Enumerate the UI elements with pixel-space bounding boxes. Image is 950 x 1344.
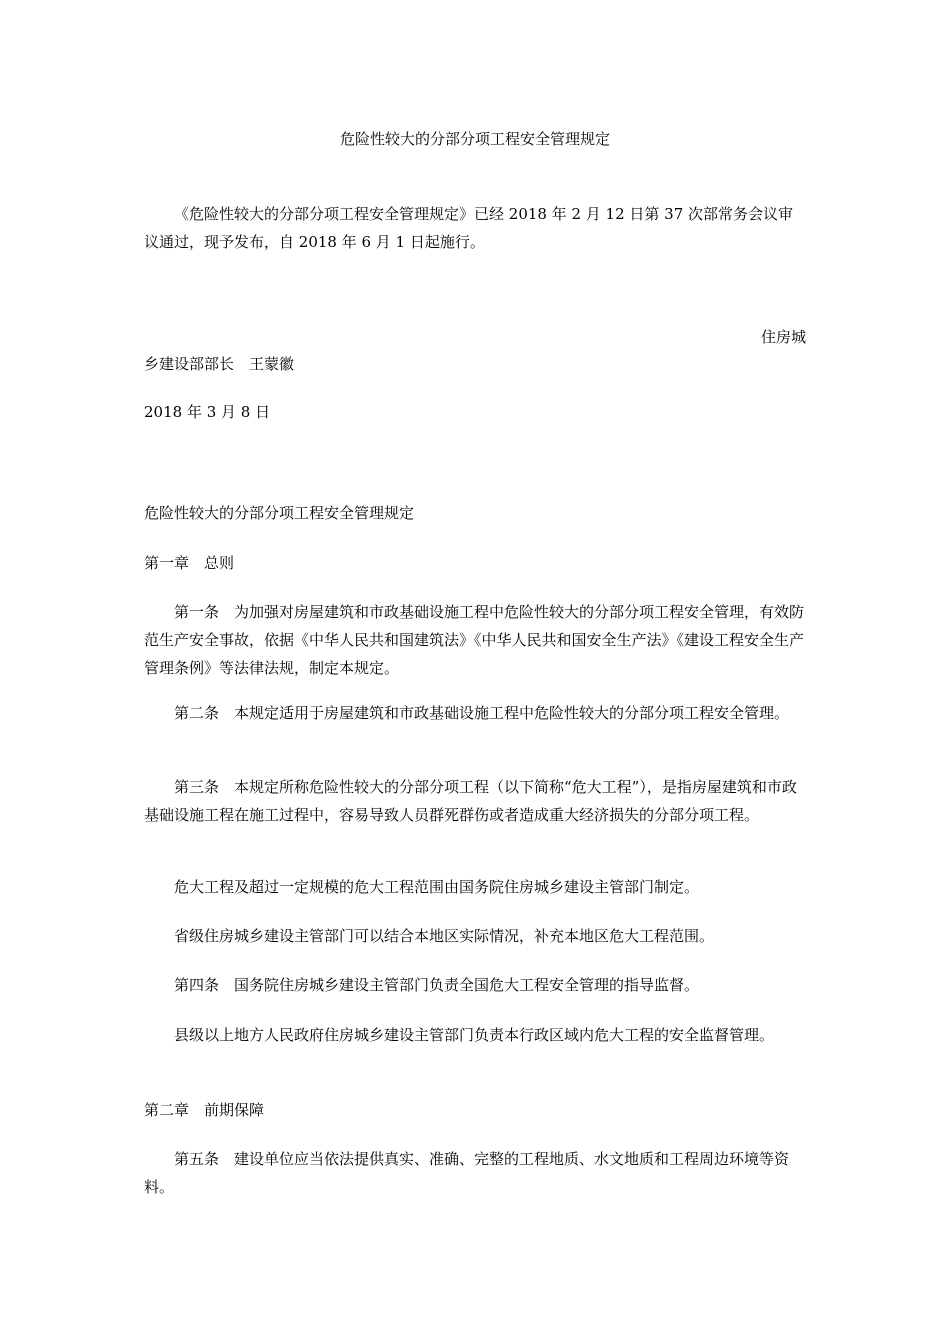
article-4: 第四条 国务院住房城乡建设主管部门负责全国危大工程安全管理的指导监督。 (174, 976, 700, 994)
article-3-paragraph-3: 省级住房城乡建设主管部门可以结合本地区实际情况，补充本地区危大工程范围。 (174, 927, 715, 945)
intro-paragraph: 《危险性较大的分部分项工程安全管理规定》已经 2018 年 2 月 12 日第 37 次部常务会议审议通过，现予发布，自 2018 年 6 月 1 日起施行。 (144, 205, 794, 251)
regulation-subtitle: 危险性较大的分部分项工程安全管理规定 (144, 504, 415, 522)
article-3-paragraph-2: 危大工程及超过一定规模的危大工程范围由国务院住房城乡建设主管部门制定。 (174, 878, 700, 896)
signature-line-1: 住房城 (760, 328, 806, 346)
document-title: 危险性较大的分部分项工程安全管理规定 (339, 130, 610, 148)
signature-line-2: 乡建设部部长 王蒙徽 (144, 355, 295, 373)
article-2: 第二条 本规定适用于房屋建筑和市政基础设施工程中危险性较大的分部分项工程安全管理。 (174, 704, 790, 722)
article-4-paragraph-2: 县级以上地方人民政府住房城乡建设主管部门负责本行政区域内危大工程的安全监督管理。 (174, 1026, 775, 1044)
chapter-1-heading: 第一章 总则 (144, 554, 235, 572)
article-1: 第一条 为加强对房屋建筑和市政基础设施工程中危险性较大的分部分项工程安全管理，有效防范生产安全事故，依据《中华人民共和国建筑法》《中华人民共和国安全生产法》《建设工程安全生产管理条例》等法律法规，制定本规定。 (144, 603, 805, 677)
issue-date: 2018 年 3 月 8 日 (144, 403, 271, 421)
article-5: 第五条 建设单位应当依法提供真实、准确、完整的工程地质、水文地质和工程周边环境等资料。 (144, 1150, 790, 1196)
article-3: 第三条 本规定所称危险性较大的分部分项工程（以下简称“危大工程”），是指房屋建筑和市政基础设施工程在施工过程中，容易导致人员群死群伤或者造成重大经济损失的分部分项工程。 (144, 778, 797, 824)
chapter-2-heading: 第二章 前期保障 (144, 1101, 265, 1119)
